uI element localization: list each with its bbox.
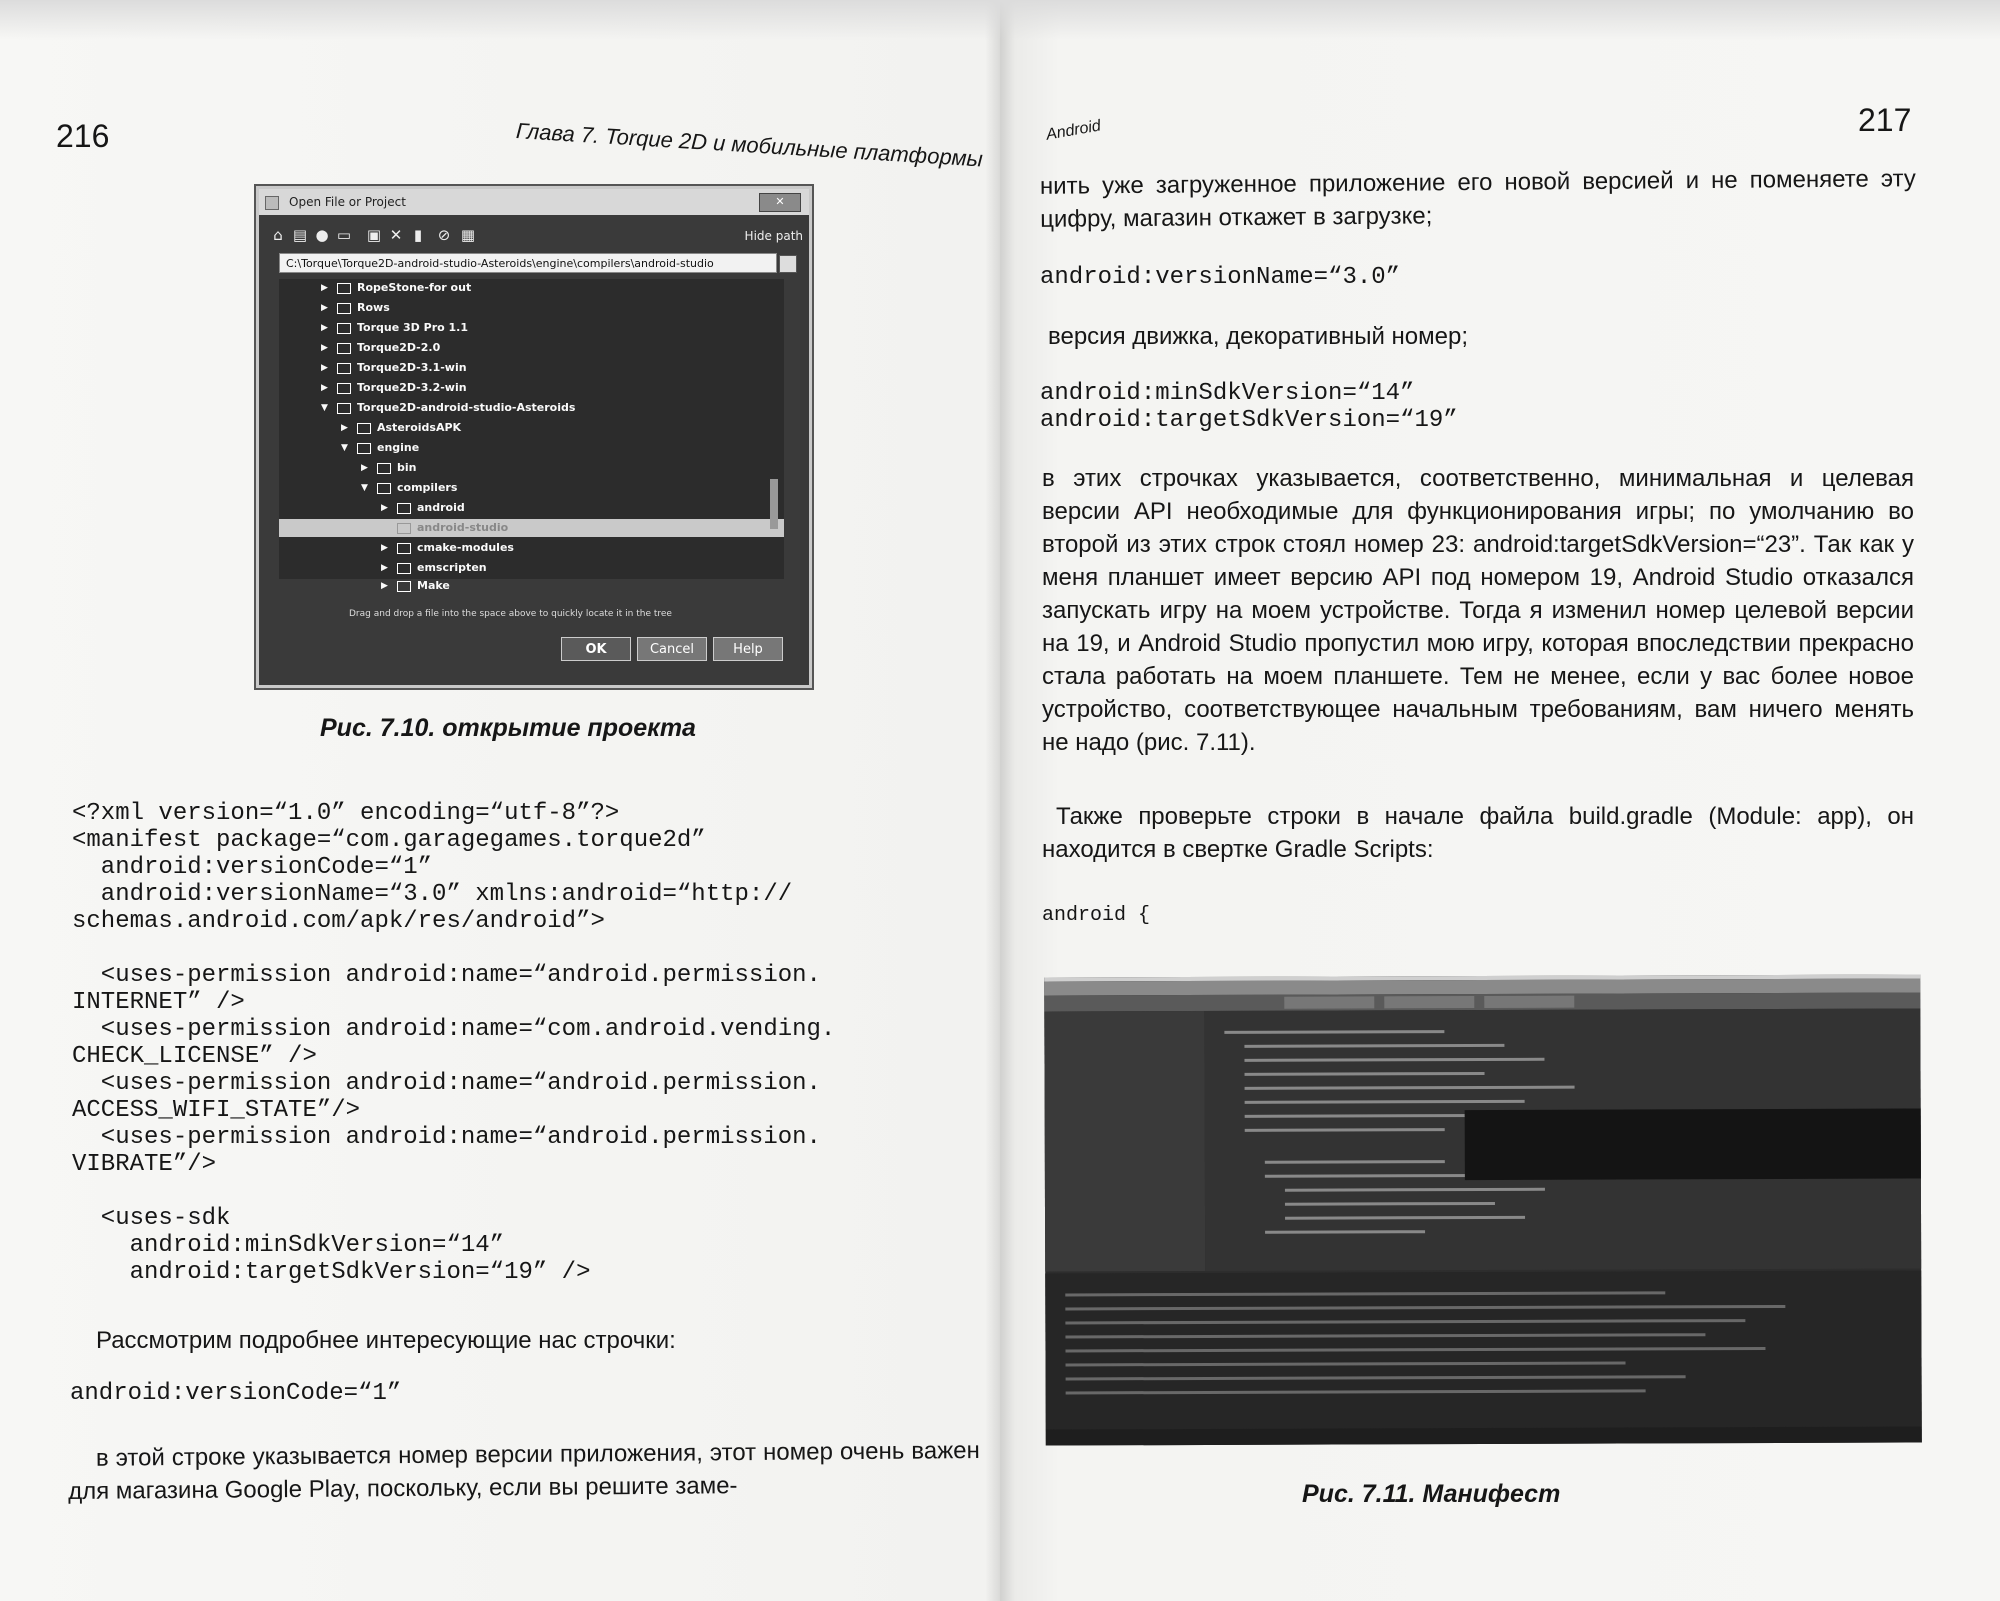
tree-item[interactable]: ▼ Torque2D-android-studio-Asteroids <box>321 401 576 414</box>
folder-icon <box>397 503 411 514</box>
manifest-code-block: <?xml version=“1.0” encoding=“utf-8”?> <manifest package=“com.garagegames.torque2d” android:versionCode=“1” android:versionName=“3.0” xmlns:android=“http:// schemas.android.com/apk/res/android”> <uses-permission android:name=“android.permission. INTERNET” /> <uses-permission android:name=“com.android.vending. CHECK_LICENSE” /> <uses-permission android:name=“android.permission. ACCESS_WIFI_STATE”/> <uses-permission android:name=“android.permission. VIBRATE”/> <uses-sdk android:minSdkVersion=“14” android:targetSdkVersion=“19” /> <box>72 800 836 1286</box>
dialog-toolbar <box>269 223 799 249</box>
folder-icon <box>397 543 411 554</box>
left-running-head: Глава 7. Torque 2D и мобильные платформы <box>515 118 984 172</box>
home-icon[interactable]: ⌂ <box>273 226 283 244</box>
code-version-name: android:versionName=“3.0” <box>1040 264 1401 291</box>
page-top-edge <box>0 0 2000 40</box>
log-line <box>1065 1333 1705 1338</box>
log-line <box>1066 1362 1626 1367</box>
folder-icon[interactable]: ▭ <box>336 226 352 244</box>
hidden-files-icon[interactable]: ⊘ <box>437 226 451 244</box>
code-line <box>1285 1188 1545 1192</box>
code-line <box>1244 1058 1544 1062</box>
folder-icon <box>377 483 391 494</box>
path-input[interactable]: C:\Torque\Torque2D-android-studio-Asteroids\engine\compilers\android-studio <box>279 253 777 273</box>
tree-item[interactable]: ▶ Rows <box>321 301 390 314</box>
delete-icon[interactable]: ✕ <box>389 226 403 244</box>
tree-item[interactable]: ▶ Torque 3D Pro 1.1 <box>321 321 468 334</box>
folder-icon <box>337 363 351 374</box>
new-folder-icon[interactable]: ▣ <box>366 226 382 244</box>
right-running-head: Android <box>1044 117 1103 144</box>
hide-path-link[interactable]: Hide path <box>744 229 803 243</box>
drag-drop-hint: Drag and drop a file into the space above to quickly locate it in the tree <box>349 609 672 619</box>
code-line <box>1245 1128 1445 1132</box>
paragraph-gradle: Также проверьте строки в начале файла build.gradle (Module: app), он находится в свертке Gradle Scripts: <box>1042 803 1914 863</box>
tree-item-selected[interactable]: android-studio <box>279 519 784 537</box>
tree-item[interactable]: ▼ compilers <box>361 481 458 494</box>
tree-item[interactable]: ▶ emscripten <box>381 561 487 574</box>
folder-icon <box>337 403 351 414</box>
log-line <box>1065 1291 1665 1296</box>
app-icon <box>265 196 279 210</box>
ide-tab <box>1284 996 1374 1008</box>
refresh-icon[interactable]: ▮ <box>413 226 423 244</box>
paragraph-top: нить уже загруженное приложение его новой версией и не поменяете эту цифру, магазин откажет в загрузке; <box>1039 165 1916 233</box>
code-line <box>1285 1202 1495 1206</box>
tree-item[interactable]: ▶ Torque2D-3.2-win <box>321 381 467 394</box>
code-line <box>1265 1230 1425 1234</box>
code-line <box>1244 1044 1504 1048</box>
close-button[interactable]: ✕ <box>759 193 801 212</box>
code-line <box>1265 1174 1485 1178</box>
code-line <box>1265 1160 1445 1164</box>
dialog-titlebar <box>259 189 809 215</box>
folder-icon <box>337 383 351 394</box>
code-line <box>1245 1100 1525 1104</box>
tree-item[interactable]: ▶ cmake-modules <box>381 541 514 554</box>
ide-log-panel <box>1045 1270 1922 1429</box>
folder-icon <box>337 343 351 354</box>
ok-button[interactable]: OK <box>561 637 631 661</box>
folder-icon <box>337 303 351 314</box>
log-line <box>1065 1319 1745 1324</box>
tree-item[interactable]: ▶ RopeStone-for out <box>321 281 472 294</box>
android-studio-screenshot <box>1044 974 1922 1445</box>
drive-icon[interactable]: ▤ <box>292 226 308 244</box>
tree-item[interactable]: ▶ Make <box>381 579 450 592</box>
code-version-code: android:versionCode=“1” <box>70 1380 402 1407</box>
code-line <box>1245 1072 1485 1076</box>
folder-icon <box>337 323 351 334</box>
tree-item[interactable]: ▶ Torque2D-2.0 <box>321 341 441 354</box>
figure-caption-7-11: Рис. 7.11. Манифест <box>1302 1480 1561 1508</box>
log-line <box>1065 1347 1765 1352</box>
paragraph-intro: Рассмотрим подробнее интересующие нас строчки: <box>96 1327 676 1354</box>
folder-icon <box>337 283 351 294</box>
help-button[interactable]: Help <box>713 637 783 661</box>
left-page-number: 216 <box>56 118 110 154</box>
paragraph-version-code: в этой строке указывается номер версии приложения, этот номер очень важен для магазина Google Play, поскольку, если вы решите заме- <box>68 1437 980 1505</box>
ide-tab <box>1384 996 1474 1008</box>
dialog-title: Open File or Project <box>289 195 406 209</box>
book-gutter <box>985 0 1015 1601</box>
code-line <box>1224 1030 1444 1034</box>
folder-tree[interactable] <box>279 279 784 592</box>
log-line <box>1066 1389 1646 1394</box>
folder-icon <box>397 523 411 534</box>
ide-status-bar <box>1046 1426 1922 1445</box>
folder-icon <box>397 563 411 574</box>
paragraph-engine-version: версия движка, декоративный номер; <box>1048 323 1468 350</box>
folder-icon <box>357 443 371 454</box>
bookmark-icon[interactable]: ▦ <box>460 226 476 244</box>
tree-item[interactable]: ▶ AsteroidsAPK <box>341 421 462 434</box>
user-icon[interactable]: ● <box>315 226 329 244</box>
log-line <box>1066 1375 1686 1380</box>
code-android-block: android { <box>1042 904 1151 927</box>
code-line <box>1285 1216 1525 1220</box>
open-file-dialog-screenshot <box>256 186 812 688</box>
cancel-button[interactable]: Cancel <box>637 637 707 661</box>
right-page-number: 217 <box>1858 102 1912 138</box>
code-sdk-versions: android:minSdkVersion=“14” android:targetSdkVersion=“19” <box>1040 380 1458 434</box>
log-line <box>1065 1305 1785 1311</box>
tree-scrollbar[interactable] <box>770 479 778 529</box>
tree-item[interactable]: ▼ engine <box>341 441 420 454</box>
tree-item[interactable]: ▶ bin <box>361 461 417 474</box>
folder-icon <box>377 463 391 474</box>
ide-project-panel <box>1044 1011 1205 1272</box>
folder-icon <box>357 423 371 434</box>
code-line <box>1245 1086 1575 1090</box>
tree-item[interactable]: ▶ android <box>381 501 465 514</box>
folder-icon <box>397 581 411 592</box>
ide-tab <box>1484 996 1574 1008</box>
path-browse-button[interactable] <box>779 255 797 273</box>
figure-caption-7-10: Рис. 7.10. открытие проекта <box>320 714 696 742</box>
tree-item[interactable]: ▶ Torque2D-3.1-win <box>321 361 467 374</box>
ide-highlight-block <box>1465 1108 1921 1180</box>
paragraph-sdk-explanation: в этих строчках указывается, соответственно, минимальная и целевая версии API необходимые для функционирования игры; по умолчанию во второй из этих строк стоял номер 23: android:targetSdkVersion=“23”. Так как у меня планшет имеет версию API под номером 19, Android Studio отказался запускать игру на моем устройстве. Тогда я изменил номер целевой версии на 19, и Android Studio пропустил мою игру, которая впоследствии прекрасно стала работать на моем планшете. Тем не менее, если у вас более новое устройство, соответствующее начальным требованиям, вам ничего менять не надо (рис. 7.11). <box>1042 465 1914 756</box>
